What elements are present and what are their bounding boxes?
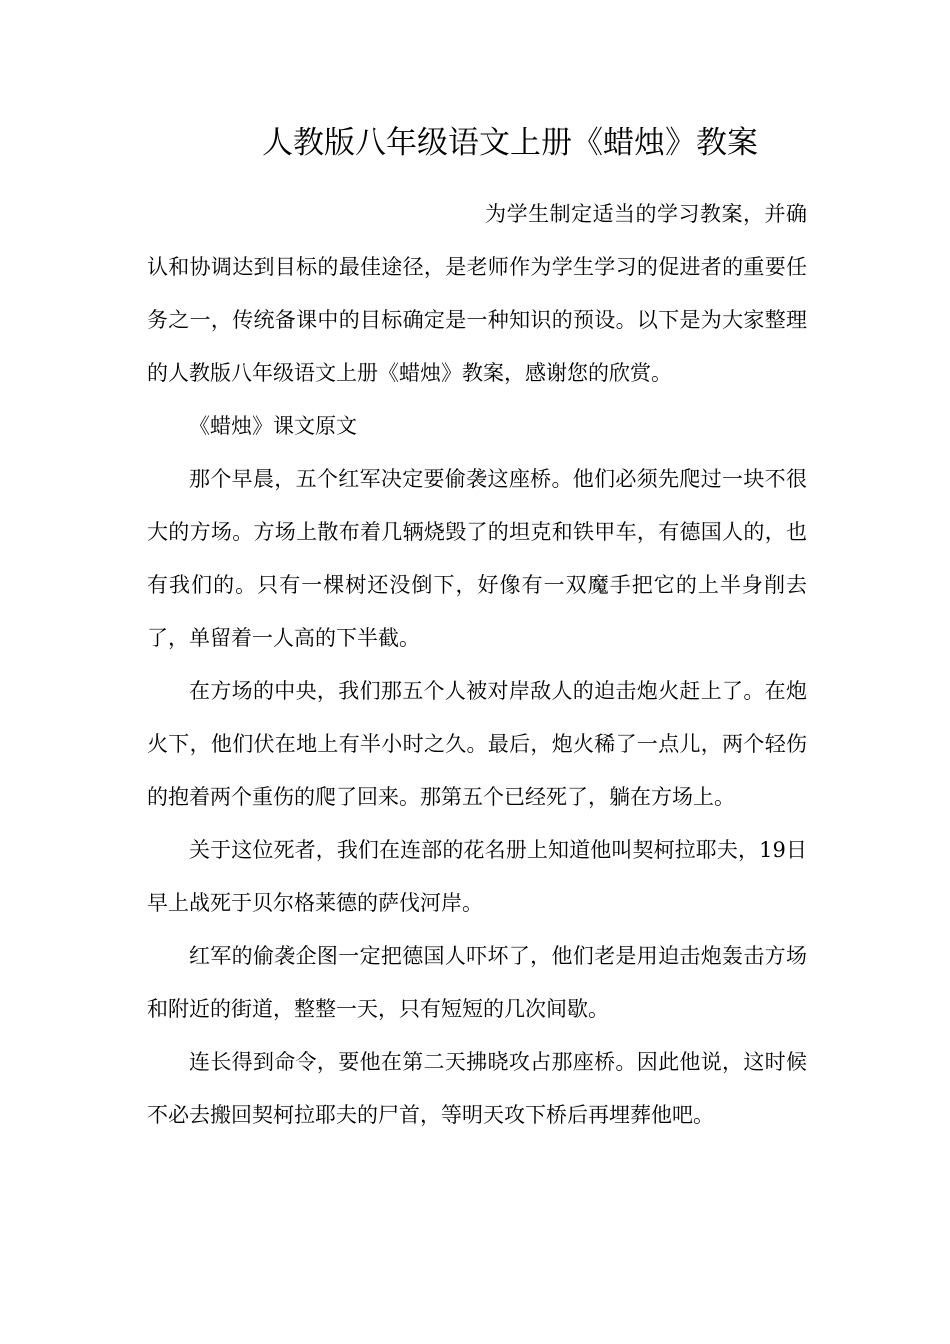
intro-paragraph: 为学生制定适当的学习教案，并确认和协调达到目标的最佳途径，是老师作为学生学习的促进者的重要任务之一，传统备课中的目标确定是一种知识的预设。以下是为大家整理的人教版八年级语文上册《蜡烛》教案，感谢您的欣赏。 xyxy=(147,202,807,385)
body-paragraph-5: 连长得到命令，要他在第二天拂晓攻占那座桥。因此他说，这时候不必去搬回契柯拉耶夫的尸首，等明天攻下桥后再埋葬他吧。 xyxy=(147,1050,807,1127)
body-paragraph-4: 红军的偷袭企图一定把德国人吓坏了，他们老是用迫击炮轰击方场和附近的街道，整整一天，只有短短的几次间歇。 xyxy=(147,944,807,1021)
body-paragraph-3: 关于这位死者，我们在连部的花名册上知道他叫契柯拉耶夫，19日早上战死于贝尔格莱德的萨伐河岸。 xyxy=(147,838,807,915)
document-body xyxy=(147,188,807,1142)
section-heading: 《蜡烛》课文原文 xyxy=(189,414,357,438)
body-paragraph-2: 在方场的中央，我们那五个人被对岸敌人的迫击炮火赶上了。在炮火下，他们伏在地上有半小时之久。最后，炮火稀了一点儿，两个轻伤的抱着两个重伤的爬了回来。那第五个已经死了，躺在方场上。 xyxy=(147,679,807,809)
document-title: 人教版八年级语文上册《蜡烛》教案 xyxy=(262,125,758,161)
body-paragraph-1: 那个早晨，五个红军决定要偷袭这座桥。他们必须先爬过一块不很大的方场。方场上散布着几辆烧毁了的坦克和铁甲车，有德国人的，也有我们的。只有一棵树还没倒下，好像有一双魔手把它的上半身削去了，单留着一人高的下半截。 xyxy=(147,467,807,650)
